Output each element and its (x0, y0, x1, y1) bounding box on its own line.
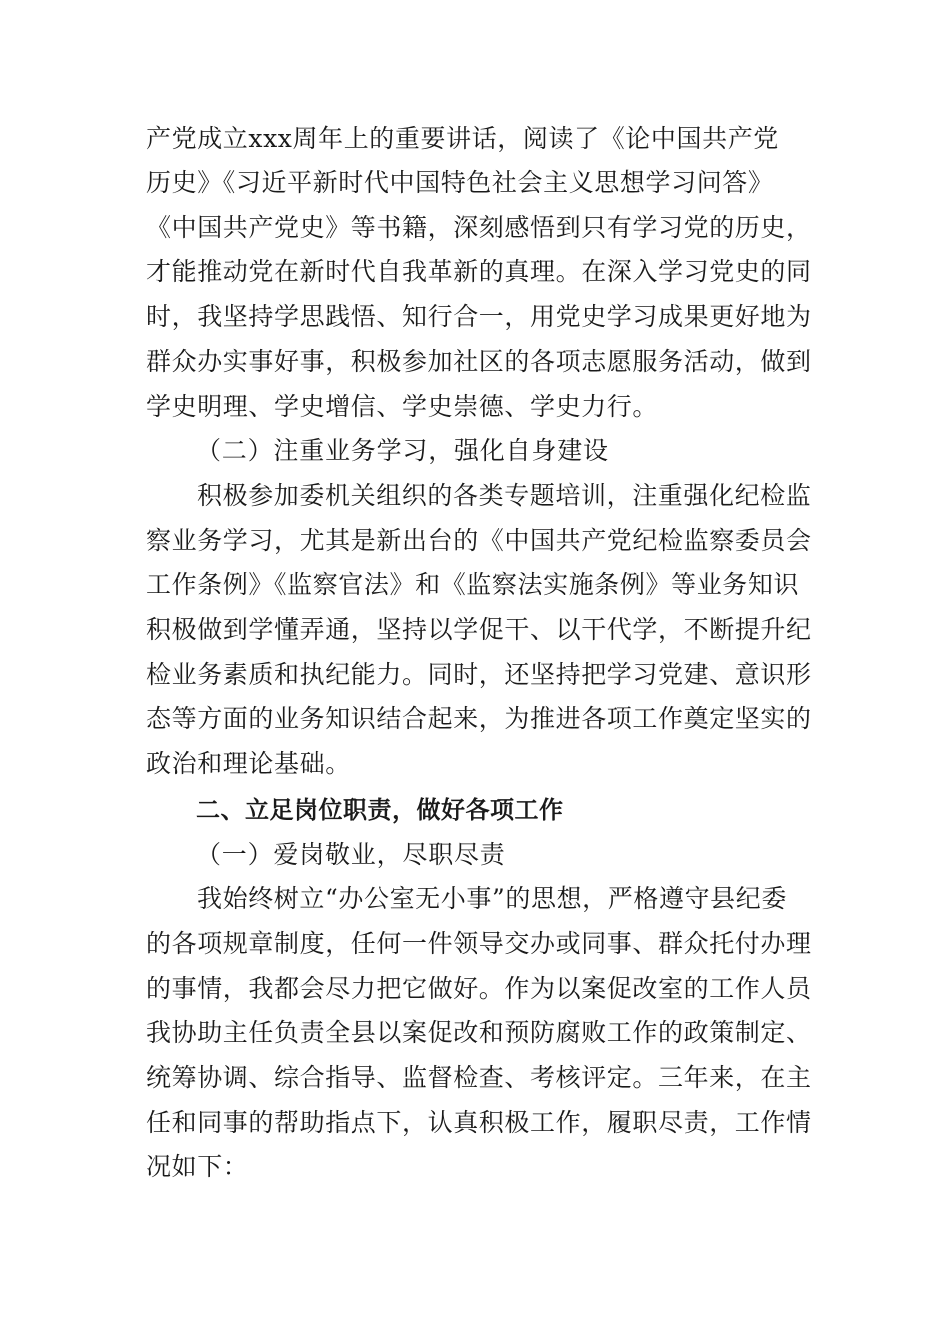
text-line: 的各项规章制度，任何一件领导交办或同事、群众托付办理 (146, 929, 812, 958)
section-heading-2: （一）爱岗敬业，尽职尽责 (196, 840, 506, 869)
text-line: 《中国共产党史》等书籍，深刻感悟到只有学习党的历史， (146, 213, 812, 242)
text-line: 察业务学习，尤其是新出台的《中国共产党纪检监察委员会 (146, 526, 812, 555)
section-heading-2: （二）注重业务学习，强化自身建设 (196, 436, 609, 465)
text-line: 群众办实事好事，积极参加社区的各项志愿服务活动，做到 (146, 347, 812, 376)
text-line: 态等方面的业务知识结合起来，为推进各项工作奠定坚实的 (146, 704, 812, 733)
text-line: 任和同事的帮助指点下，认真积极工作，履职尽责，工作情 (146, 1108, 812, 1137)
text-line: 历史》《习近平新时代中国特色社会主义思想学习问答》 (146, 168, 774, 197)
text-line: 我协助主任负责全县以案促改和预防腐败工作的政策制定、 (146, 1018, 812, 1047)
text-line: 产党成立xxx周年上的重要讲话，阅读了《论中国共产党 (146, 124, 779, 153)
text-line: 统筹协调、综合指导、监督检查、考核评定。三年来，在主 (146, 1063, 812, 1092)
text-line: 的事情，我都会尽力把它做好。作为以案促改室的工作人员 (146, 974, 812, 1003)
text-line: 才能推动党在新时代自我革新的真理。在深入学习党史的同 (146, 257, 812, 286)
text-line: 工作条例》《监察官法》和《监察法实施条例》等业务知识 (146, 570, 800, 599)
text-line: 时，我坚持学思践悟、知行合一，用党史学习成果更好地为 (146, 302, 812, 331)
text-line: 况如下： (146, 1152, 249, 1181)
paragraph-first-line: 积极参加委机关组织的各类专题培训，注重强化纪检监 (197, 481, 812, 510)
text-line: 学史明理、学史增信、学史崇德、学史力行。 (146, 392, 659, 421)
paragraph-first-line: 我始终树立“办公室无小事”的思想，严格遵守县纪委 (197, 884, 787, 913)
section-heading-1: 二、立足岗位职责，做好各项工作 (196, 796, 564, 824)
text-line: 检业务素质和执纪能力。同时，还坚持把学习党建、意识形 (146, 660, 812, 689)
text-line: 积极做到学懂弄通，坚持以学促干、以干代学，不断提升纪 (146, 615, 812, 644)
text-line: 政治和理论基础。 (146, 749, 351, 778)
